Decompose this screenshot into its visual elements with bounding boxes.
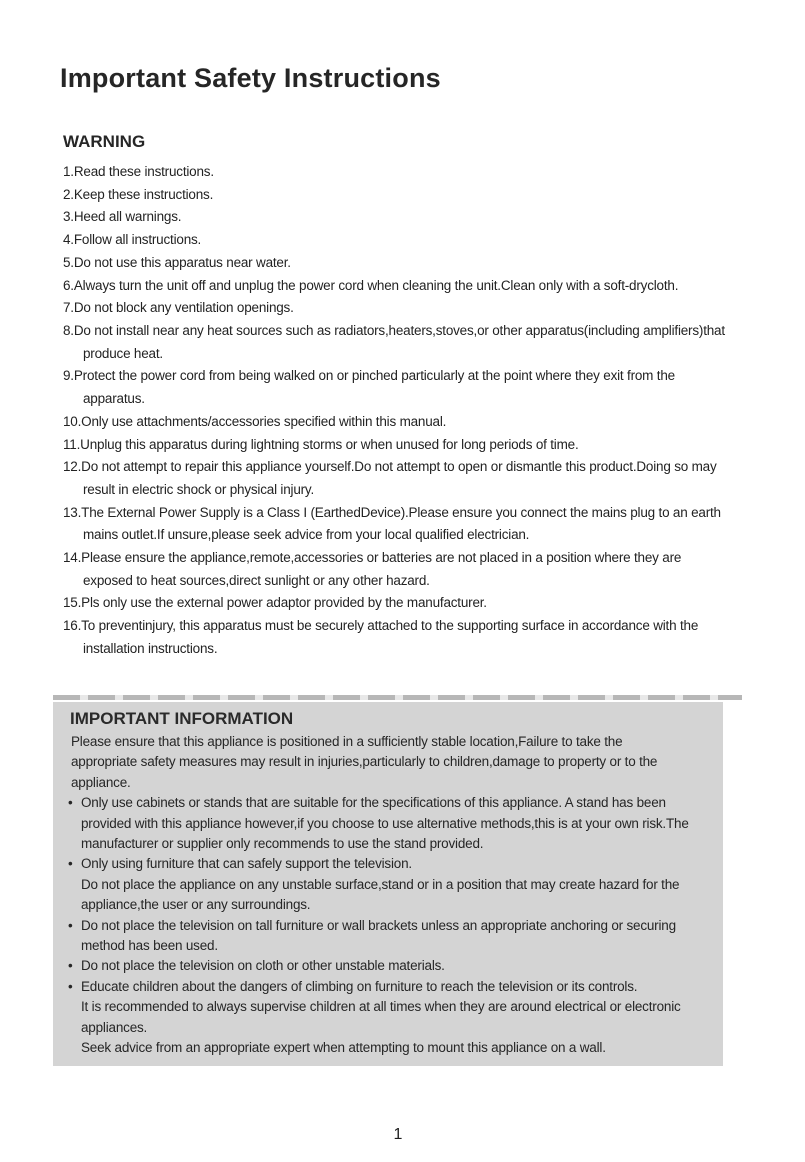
warning-item-2: 2.Keep these instructions. xyxy=(63,186,214,202)
bullet-text: Only using furniture that can safely support the television. xyxy=(81,856,412,872)
warning-item-12: 12.Do not attempt to repair this appliance yourself.Do not attempt to open or dismantle this product.Doing so may result in electric shock or physical injury. xyxy=(63,459,717,497)
bullet-item-cloth xyxy=(68,956,711,976)
bullet-text: Do not place the television on cloth or other unstable materials. xyxy=(81,958,445,974)
warning-item-9: 9.Protect the power cord from being walked on or pinched particularly at the point where they exit from the apparatus. xyxy=(63,368,675,407)
warning-section xyxy=(63,132,725,661)
warning-item-8: 8.Do not install near any heat sources such as radiators,heaters,stoves,or other apparatus(including amplifiers)that produce heat. xyxy=(63,323,725,361)
warning-item-1: 1.Read these instructions. xyxy=(63,164,214,180)
important-info-intro: Please ensure that this appliance is positioned in a sufficiently stable location,Failure to take the appropriate safety measures may result in injuries,particularly to children,damage to property or to the appliance. xyxy=(71,733,658,790)
bullet-text: Seek advice from an appropriate expert when attempting to mount this appliance on a wall. xyxy=(81,1040,606,1056)
bullet-item-furniture-support xyxy=(68,854,711,915)
bullet-text: Do not place the appliance on any unstable surface,stand or in a position that may create hazard for the appliance,the user or any surroundings. xyxy=(81,876,680,913)
box-top-edge-artifact xyxy=(53,695,742,700)
warning-item-14: 14.Please ensure the appliance,remote,accessories or batteries are not placed in a position where they are exposed to heat sources,direct sunlight or any other hazard. xyxy=(63,550,682,588)
bullet-icon: • xyxy=(68,917,73,933)
bullet-item-children xyxy=(68,977,711,1059)
page-title: Important Safety Instructions xyxy=(60,63,441,93)
warning-item-16: 16.To preventinjury, this apparatus must be securely attached to the supporting surface in accordance with the installation instructions. xyxy=(63,618,699,656)
warning-list xyxy=(63,161,725,660)
warning-item-7: 7.Do not block any ventilation openings. xyxy=(63,300,294,316)
important-info-heading: IMPORTANT INFORMATION xyxy=(70,708,294,728)
warning-item-5: 5.Do not use this apparatus near water. xyxy=(63,254,291,270)
important-information-box xyxy=(53,702,723,1067)
bullet-icon: • xyxy=(68,856,73,872)
warning-heading: WARNING xyxy=(63,131,146,151)
bullet-text: Do not place the television on tall furniture or wall brackets unless an appropriate anchoring or securing method has been used. xyxy=(81,917,676,953)
warning-item-6: 6.Always turn the unit off and unplug the power cord when cleaning the unit.Clean only with a soft-drycloth. xyxy=(63,277,679,293)
bullet-text: Educate children about the dangers of climbing on furniture to reach the television or its controls. xyxy=(81,978,638,994)
warning-item-11: 11.Unplug this apparatus during lightning storms or when unused for long periods of time. xyxy=(63,436,579,452)
warning-item-4: 4.Follow all instructions. xyxy=(63,232,202,248)
bullet-item-stands xyxy=(68,793,711,854)
bullet-icon: • xyxy=(68,958,73,974)
bullet-text: Only use cabinets or stands that are suitable for the specifications of this appliance. A stand has been provided with this appliance however,if you choose to use alternative methods,this is at your own risk.The manufacturer or supplier only recommends to use the stand provided. xyxy=(81,795,689,851)
bullet-icon: • xyxy=(68,978,73,994)
warning-item-15: 15.Pls only use the external power adaptor provided by the manufacturer. xyxy=(63,595,487,611)
bullet-item-tall-furniture xyxy=(68,916,711,957)
warning-item-13: 13.The External Power Supply is a Class I (EarthedDevice).Please ensure you connect the mains plug to an earth mains outlet.If unsure,please seek advice from your local qualified electrician. xyxy=(63,504,721,543)
warning-item-3: 3.Heed all warnings. xyxy=(63,209,182,225)
page-number: 1 xyxy=(393,1126,403,1144)
warning-item-10: 10.Only use attachments/accessories specified within this manual. xyxy=(63,413,447,429)
bullet-text: It is recommended to always supervise children at all times when they are around electrical or electronic appliances. xyxy=(81,999,681,1035)
bullet-icon: • xyxy=(68,795,73,811)
